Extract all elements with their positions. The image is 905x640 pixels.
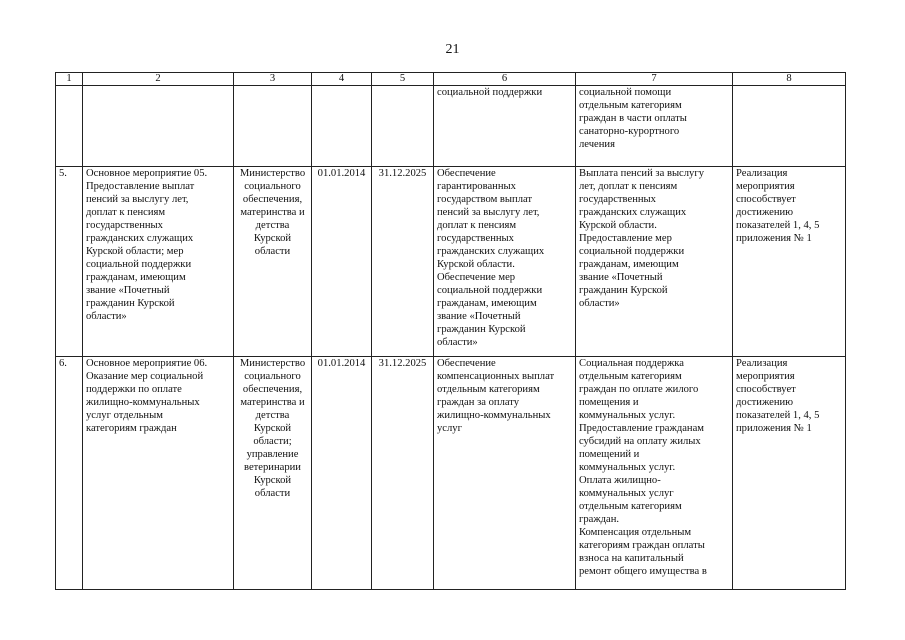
end-date: 31.12.2025	[372, 357, 434, 590]
text-line: коммунальных услуг	[579, 488, 674, 499]
text-line: показателей 1, 4, 5	[736, 220, 820, 231]
text-line: субсидий на оплату жилых	[579, 436, 701, 447]
text-line: приложения № 1	[736, 423, 812, 434]
event-name	[83, 167, 234, 357]
text-line: доплат к пенсиям	[86, 207, 166, 218]
event-description	[434, 167, 576, 357]
text-line: жилищно-коммунальных	[437, 410, 551, 421]
text-line: социальной поддержки	[86, 259, 192, 270]
text-line: граждан за оплату	[437, 397, 520, 408]
text-line: Курской	[253, 423, 292, 434]
text-line: детства	[255, 410, 290, 421]
text-line: области»	[86, 311, 127, 322]
text-line: показателей 1, 4, 5	[736, 410, 820, 421]
cont-col-2	[83, 86, 234, 167]
text-line: области	[254, 246, 291, 257]
text-line: государственных	[86, 220, 163, 231]
text-line: Оплата жилищно-	[579, 475, 661, 486]
text-line: Курской	[253, 233, 292, 244]
table-row-continuation	[56, 86, 846, 167]
header-col-3: 3	[234, 73, 312, 86]
text-line: взноса на капитальный	[579, 553, 684, 564]
event-name	[83, 357, 234, 590]
text-line: мероприятия	[736, 371, 795, 382]
event-description	[434, 357, 576, 590]
end-date: 31.12.2025	[372, 167, 434, 357]
text-line: детства	[255, 220, 290, 231]
text-line: пенсий за выслугу лет,	[437, 207, 540, 218]
expected-result	[576, 167, 733, 357]
text-line: области»	[437, 337, 478, 348]
cont-col-4	[312, 86, 372, 167]
row-number: 6.	[56, 357, 83, 590]
indicator-link	[733, 357, 846, 590]
text-line: материнства и	[240, 207, 305, 218]
text-line: компенсационных выплат	[437, 371, 555, 382]
header-col-7: 7	[576, 73, 733, 86]
text-line: государством выплат	[437, 194, 533, 205]
text-line: гражданам, имеющим	[437, 298, 537, 309]
text-line: лечения	[579, 139, 615, 150]
row-number: 5.	[56, 167, 83, 357]
text-line: Курской области.	[437, 259, 515, 270]
text-line: Курской области.	[579, 220, 657, 231]
text-line: гарантированных	[437, 181, 516, 192]
text-line: лет, доплат к пенсиям	[579, 181, 678, 192]
text-line: коммунальных услуг.	[579, 462, 676, 473]
text-line: социальной поддержки	[437, 285, 543, 296]
table-row	[56, 167, 846, 357]
text-line: гражданам, имеющим	[579, 259, 679, 270]
text-line: государственных	[437, 233, 514, 244]
header-col-2: 2	[83, 73, 234, 86]
cont-col-3	[234, 86, 312, 167]
text-line: Предоставление гражданам	[579, 423, 704, 434]
text-line: Социальная поддержка	[579, 358, 684, 369]
text-line: Обеспечение	[437, 168, 496, 179]
text-line: граждан.	[579, 514, 620, 525]
cont-col-8	[733, 86, 846, 167]
header-col-5: 5	[372, 73, 434, 86]
text-line: помещения и	[579, 397, 639, 408]
text-line: достижению	[736, 207, 794, 218]
text-line: способствует	[736, 384, 796, 395]
text-line: отдельным категориям	[579, 501, 682, 512]
text-line: гражданин Курской	[437, 324, 526, 335]
program-events-table	[55, 72, 846, 590]
text-line: государственных	[579, 194, 656, 205]
text-line: области;	[253, 436, 292, 447]
text-line: звание «Почетный	[86, 285, 170, 296]
text-line: категориям граждан оплаты	[579, 540, 705, 551]
text-line: отдельным категориям	[437, 384, 540, 395]
text-line: жилищно-коммунальных	[86, 397, 200, 408]
text-line: ветеринарии	[244, 462, 301, 473]
text-line: Реализация	[736, 358, 788, 369]
text-line: Основное мероприятие 06.	[86, 358, 208, 369]
text-line: граждан в части оплаты	[579, 113, 687, 124]
text-line: управление	[246, 449, 299, 460]
expected-result	[576, 357, 733, 590]
text-line: области	[254, 488, 291, 499]
text-line: услуг	[437, 423, 462, 434]
header-col-4: 4	[312, 73, 372, 86]
start-date: 01.01.2014	[312, 357, 372, 590]
header-row	[56, 73, 846, 86]
text-line: пенсий за выслугу лет,	[86, 194, 189, 205]
text-line: коммунальных услуг.	[579, 410, 676, 421]
text-line: отдельным категориям	[579, 100, 682, 111]
text-line: Курской области; мер	[86, 246, 184, 257]
text-line: поддержки по оплате	[86, 384, 182, 395]
text-line: Обеспечение	[437, 358, 496, 369]
cont-description	[434, 86, 576, 167]
text-line: ремонт общего имущества в	[579, 566, 707, 577]
text-line: достижению	[736, 397, 794, 408]
cont-col-5	[372, 86, 434, 167]
text-line: граждан по оплате жилого	[579, 384, 699, 395]
text-line: Оказание мер социальной	[86, 371, 204, 382]
cont-col-1	[56, 86, 83, 167]
text-line: гражданин Курской	[579, 285, 668, 296]
text-line: услуг отдельным	[86, 410, 163, 421]
text-line: социальной поддержки	[579, 246, 685, 257]
text-line: области»	[579, 298, 620, 309]
text-line: Министерство	[239, 168, 306, 179]
text-line: обеспечения,	[242, 194, 303, 205]
text-line: Министерство	[239, 358, 306, 369]
text-line: способствует	[736, 194, 796, 205]
text-line: гражданин Курской	[86, 298, 175, 309]
text-line: гражданам, имеющим	[86, 272, 186, 283]
text-line: гражданских служащих	[579, 207, 687, 218]
text-line: звание «Почетный	[437, 311, 521, 322]
text-line: Выплата пенсий за выслугу	[579, 168, 704, 179]
text-line: социального	[244, 181, 301, 192]
cont-result	[576, 86, 733, 167]
text-line: помещений и	[579, 449, 640, 460]
text-line: Обеспечение мер	[437, 272, 516, 283]
header-col-8: 8	[733, 73, 846, 86]
text-line: гражданских служащих	[437, 246, 545, 257]
text-line: мероприятия	[736, 181, 795, 192]
text-line: обеспечения,	[242, 384, 303, 395]
executor	[234, 357, 312, 590]
executor	[234, 167, 312, 357]
header-col-1: 1	[56, 73, 83, 86]
text-line: Реализация	[736, 168, 788, 179]
indicator-link	[733, 167, 846, 357]
text-line: Основное мероприятие 05.	[86, 168, 208, 179]
text-line: доплат к пенсиям	[437, 220, 517, 231]
header-col-6: 6	[434, 73, 576, 86]
text-line: гражданских служащих	[86, 233, 194, 244]
text-line: отдельным категориям	[579, 371, 682, 382]
table-row	[56, 357, 846, 590]
text-line: звание «Почетный	[579, 272, 663, 283]
text-line: Предоставление мер	[579, 233, 672, 244]
text-line: категориям граждан	[86, 423, 177, 434]
text-line: Курской	[253, 475, 292, 486]
text-line: приложения № 1	[736, 233, 812, 244]
text-line: социального	[244, 371, 301, 382]
text-line: материнства и	[240, 397, 305, 408]
text-line: Предоставление выплат	[86, 181, 195, 192]
text-line: социальной поддержки	[437, 87, 543, 98]
text-line: санаторно-курортного	[579, 126, 680, 137]
text-line: социальной помощи	[579, 87, 672, 98]
text-line: Компенсация отдельным	[579, 527, 692, 538]
start-date: 01.01.2014	[312, 167, 372, 357]
page-number: 21	[445, 42, 460, 57]
